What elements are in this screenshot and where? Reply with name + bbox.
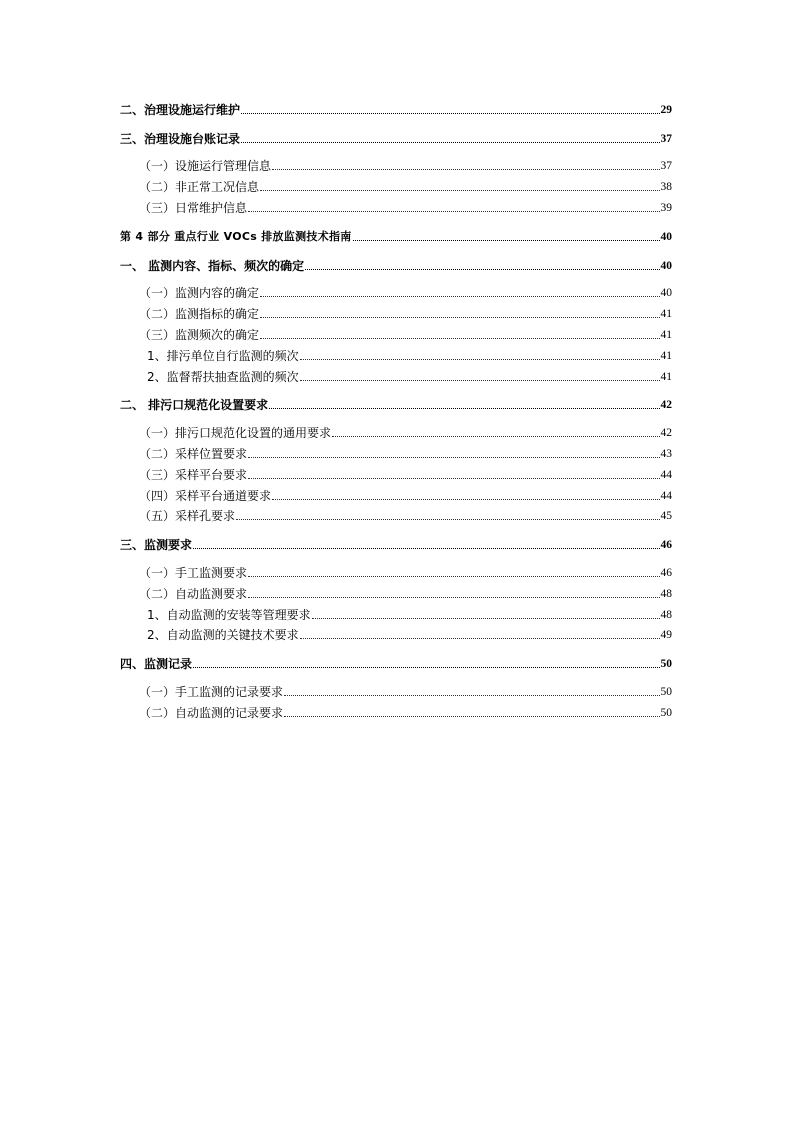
dot-leader	[305, 268, 659, 270]
toc-entry-title: 一、 监测内容、指标、频次的确定	[120, 258, 305, 273]
toc-entry-title: （一）监测内容的确定	[139, 286, 260, 301]
dot-leader	[241, 141, 659, 143]
dot-leader	[300, 637, 660, 639]
toc-entry[interactable]	[120, 363, 672, 384]
toc-entry-title: （二）自动监测要求	[139, 586, 248, 601]
toc-entry-page-number: 48	[660, 608, 672, 621]
toc-entry[interactable]	[120, 153, 672, 174]
dot-leader	[260, 295, 659, 297]
toc-entry-title: （一）手工监测的记录要求	[139, 684, 284, 699]
toc-entry-title: 1、排污单位自行监测的频次	[147, 348, 299, 363]
toc-entry-page-number: 42	[660, 427, 672, 440]
toc-entry[interactable]	[120, 503, 672, 524]
toc-entry-title: 1、自动监测的安装等管理要求	[147, 607, 311, 622]
dot-leader	[312, 617, 660, 619]
toc-entry[interactable]	[120, 280, 672, 301]
dot-leader	[269, 407, 659, 409]
dot-leader	[193, 547, 659, 549]
toc-entry-page-number: 50	[660, 706, 672, 719]
toc-entry-page-number: 46	[660, 566, 672, 579]
dot-leader	[284, 694, 659, 696]
toc-entry-page-number: 44	[660, 489, 672, 502]
toc-entry-page-number: 40	[660, 259, 672, 272]
toc-entry-title: （一）手工监测要求	[139, 565, 248, 580]
toc-entry-title: （四）采样平台通道要求	[139, 488, 272, 503]
toc-entry[interactable]	[120, 699, 672, 720]
toc-entry[interactable]	[120, 531, 672, 552]
toc-entry-title: 二、治理设施运行维护	[120, 102, 241, 117]
toc-entry-page-number: 48	[660, 587, 672, 600]
toc-entry-page-number: 45	[660, 510, 672, 523]
toc-entry-page-number: 50	[660, 658, 672, 671]
toc-entry-title: 2、监督帮扶抽查监测的频次	[147, 369, 299, 384]
dot-leader	[248, 596, 659, 598]
toc-entry[interactable]	[120, 321, 672, 342]
dot-leader	[248, 210, 659, 212]
toc-entry-page-number: 40	[660, 230, 672, 243]
toc-entry-title: 二、 排污口规范化设置要求	[120, 398, 269, 413]
dot-leader	[300, 379, 660, 381]
toc-entry-title: （二）自动监测的记录要求	[139, 705, 284, 720]
toc-entry[interactable]	[120, 392, 672, 413]
toc-entry-title: （二）采样位置要求	[139, 446, 248, 461]
toc-entry[interactable]	[120, 601, 672, 622]
dot-leader	[353, 239, 660, 241]
toc-entry-page-number: 40	[660, 287, 672, 300]
dot-leader	[332, 435, 659, 437]
dot-leader	[193, 666, 659, 668]
toc-entry-page-number: 43	[660, 447, 672, 460]
dot-leader	[248, 575, 659, 577]
toc-entry-page-number: 39	[660, 201, 672, 214]
dot-leader	[300, 358, 660, 360]
toc-entry-page-number: 29	[660, 103, 672, 116]
toc-entry[interactable]	[120, 96, 672, 117]
dot-leader	[272, 168, 659, 170]
toc-entry-page-number: 37	[660, 160, 672, 173]
dot-leader	[272, 498, 659, 500]
toc-entry[interactable]	[120, 461, 672, 482]
toc-entry[interactable]	[120, 342, 672, 363]
toc-entry-title: （三）采样平台要求	[139, 467, 248, 482]
toc-entry[interactable]	[120, 173, 672, 194]
toc-entry-title: 三、监测要求	[120, 538, 193, 553]
toc-entry-page-number: 41	[660, 370, 672, 383]
toc-entry[interactable]	[120, 650, 672, 671]
toc-entry[interactable]	[120, 559, 672, 580]
toc-entry-page-number: 44	[660, 468, 672, 481]
toc-entry-page-number: 46	[660, 539, 672, 552]
table-of-contents	[120, 96, 672, 720]
toc-entry[interactable]	[120, 252, 672, 273]
toc-entry[interactable]	[120, 482, 672, 503]
toc-entry-page-number: 49	[660, 629, 672, 642]
toc-entry-title: （一）排污口规范化设置的通用要求	[139, 426, 332, 441]
toc-entry-title: 三、治理设施台账记录	[120, 131, 241, 146]
toc-entry-page-number: 41	[660, 349, 672, 362]
toc-entry-title: （三）日常维护信息	[139, 200, 248, 215]
toc-entry[interactable]	[120, 678, 672, 699]
dot-leader	[284, 715, 659, 717]
dot-leader	[260, 189, 659, 191]
toc-entry-page-number: 42	[660, 399, 672, 412]
dot-leader	[236, 518, 659, 520]
toc-entry-page-number: 38	[660, 181, 672, 194]
toc-entry-title: 2、自动监测的关键技术要求	[147, 628, 299, 643]
toc-entry-title: 四、监测记录	[120, 657, 193, 672]
toc-entry[interactable]	[120, 223, 672, 244]
toc-entry-page-number: 41	[660, 328, 672, 341]
toc-entry-title: （一）设施运行管理信息	[139, 159, 272, 174]
toc-entry-title: （二）非正常工况信息	[139, 180, 260, 195]
toc-entry-title: （二）监测指标的确定	[139, 307, 260, 322]
toc-entry[interactable]	[120, 580, 672, 601]
dot-leader	[248, 456, 659, 458]
toc-entry[interactable]	[120, 419, 672, 440]
toc-entry-title: 第 4 部分 重点行业 VOCs 排放监测技术指南	[120, 229, 352, 243]
toc-entry[interactable]	[120, 440, 672, 461]
dot-leader	[260, 316, 659, 318]
toc-entry-title: （三）监测频次的确定	[139, 327, 260, 342]
dot-leader	[248, 477, 659, 479]
dot-leader	[241, 112, 659, 114]
toc-entry[interactable]	[120, 300, 672, 321]
toc-entry[interactable]	[120, 622, 672, 643]
dot-leader	[260, 337, 659, 339]
toc-entry-page-number: 50	[660, 685, 672, 698]
toc-entry-title: （五）采样孔要求	[139, 509, 236, 524]
toc-entry[interactable]	[120, 125, 672, 146]
toc-entry-page-number: 41	[660, 308, 672, 321]
toc-entry-page-number: 37	[660, 132, 672, 145]
toc-entry[interactable]	[120, 194, 672, 215]
